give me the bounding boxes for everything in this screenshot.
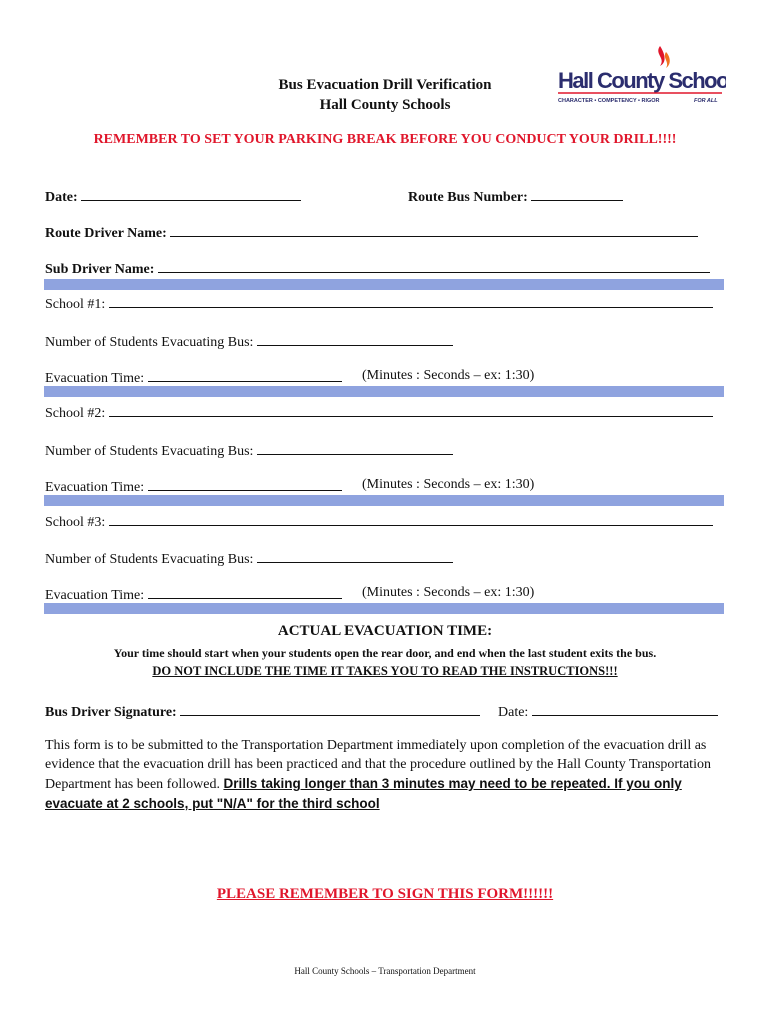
school-2-students-label: Number of Students Evacuating Bus:	[45, 444, 254, 459]
signature-label: Bus Driver Signature:	[45, 705, 177, 720]
page-footer: Hall County Schools – Transportation Department	[294, 966, 476, 976]
school-3-time-label: Evacuation Time:	[45, 588, 145, 603]
date-row	[45, 186, 301, 207]
svg-text:CHARACTER • COMPETENCY • RIGOR: CHARACTER • COMPETENCY • RIGOR	[558, 98, 660, 104]
school-1-label: School #1:	[45, 297, 106, 312]
parking-brake-warning: REMEMBER TO SET YOUR PARKING BREAK BEFORE YOU CONDUCT YOUR DRILL!!!!	[93, 132, 677, 147]
school-2-time-field[interactable]	[148, 476, 342, 491]
school-3-students-label: Number of Students Evacuating Bus:	[45, 552, 254, 567]
school-2-row	[45, 402, 713, 423]
instructions-warning: DO NOT INCLUDE THE TIME IT TAKES YOU TO READ THE INSTRUCTIONS!!!	[152, 664, 618, 678]
school-3-students-row	[45, 548, 453, 569]
form-subtitle: Hall County Schools	[319, 97, 451, 113]
form-title: Bus Evacuation Drill Verification	[278, 77, 492, 93]
school-3-students-field[interactable]	[257, 548, 453, 563]
repeat-drill-notice: Drills taking longer than 3 minutes may need to be repeated. If you only evacuate at 2 schools, put "N/A" for the third school	[45, 776, 682, 811]
school-2-students-row	[45, 440, 453, 461]
section-divider	[44, 279, 724, 290]
school-2-label: School #2:	[45, 406, 106, 421]
school-1-students-label: Number of Students Evacuating Bus:	[45, 335, 254, 350]
signature-date-row	[498, 701, 718, 722]
route-driver-row	[45, 222, 698, 243]
date-field[interactable]	[81, 186, 301, 201]
school-3-time-hint: (Minutes : Seconds – ex: 1:30)	[362, 585, 535, 600]
school-1-field[interactable]	[109, 293, 713, 308]
school-3-label: School #3:	[45, 515, 106, 530]
sub-driver-field[interactable]	[158, 258, 710, 273]
route-bus-row	[408, 186, 623, 207]
school-2-time-row	[45, 476, 342, 497]
school-3-time-field[interactable]	[148, 584, 342, 599]
signature-row	[45, 701, 480, 722]
school-2-time-label: Evacuation Time:	[45, 480, 145, 495]
school-1-time-hint: (Minutes : Seconds – ex: 1:30)	[362, 368, 535, 383]
school-1-students-field[interactable]	[257, 331, 453, 346]
sign-form-reminder: PLEASE REMEMBER TO SIGN THIS FORM!!!!!!	[216, 886, 554, 902]
route-driver-label: Route Driver Name:	[45, 226, 167, 241]
school-1-students-row	[45, 331, 453, 352]
svg-text:FOR ALL: FOR ALL	[694, 98, 718, 104]
submission-text: This form is to be submitted to the Transportation Department immediately upon completion of the evacuation drill as evidence that the evacuation drill has been practiced and that the procedure outlined by the Hall County Transportation Department has been followed.	[45, 738, 711, 792]
school-3-time-row	[45, 584, 342, 605]
svg-text:Hall County Schools: Hall County Schools	[558, 68, 726, 93]
school-1-time-row	[45, 367, 342, 388]
school-1-row	[45, 293, 713, 314]
submission-paragraph	[45, 736, 735, 814]
sub-driver-label: Sub Driver Name:	[45, 262, 155, 277]
school-1-time-field[interactable]	[148, 367, 342, 382]
actual-evacuation-heading: ACTUAL EVACUATION TIME:	[277, 623, 493, 639]
section-divider	[44, 603, 724, 614]
hall-county-schools-logo	[556, 44, 726, 106]
signature-date-field[interactable]	[532, 701, 718, 716]
school-3-row	[45, 511, 713, 532]
school-1-time-label: Evacuation Time:	[45, 371, 145, 386]
signature-date-label: Date:	[498, 705, 529, 720]
route-driver-field[interactable]	[170, 222, 698, 237]
school-2-students-field[interactable]	[257, 440, 453, 455]
route-bus-label: Route Bus Number:	[408, 190, 528, 205]
school-3-field[interactable]	[109, 511, 713, 526]
sub-driver-row	[45, 258, 710, 279]
date-label: Date:	[45, 190, 78, 205]
timing-instruction: Your time should start when your students open the rear door, and end when the last student exits the bus.	[113, 646, 657, 660]
flame-logo-graphic	[556, 44, 726, 106]
signature-field[interactable]	[180, 701, 480, 716]
school-2-field[interactable]	[109, 402, 713, 417]
school-2-time-hint: (Minutes : Seconds – ex: 1:30)	[362, 477, 535, 492]
route-bus-field[interactable]	[531, 186, 623, 201]
section-divider	[44, 495, 724, 506]
section-divider	[44, 386, 724, 397]
